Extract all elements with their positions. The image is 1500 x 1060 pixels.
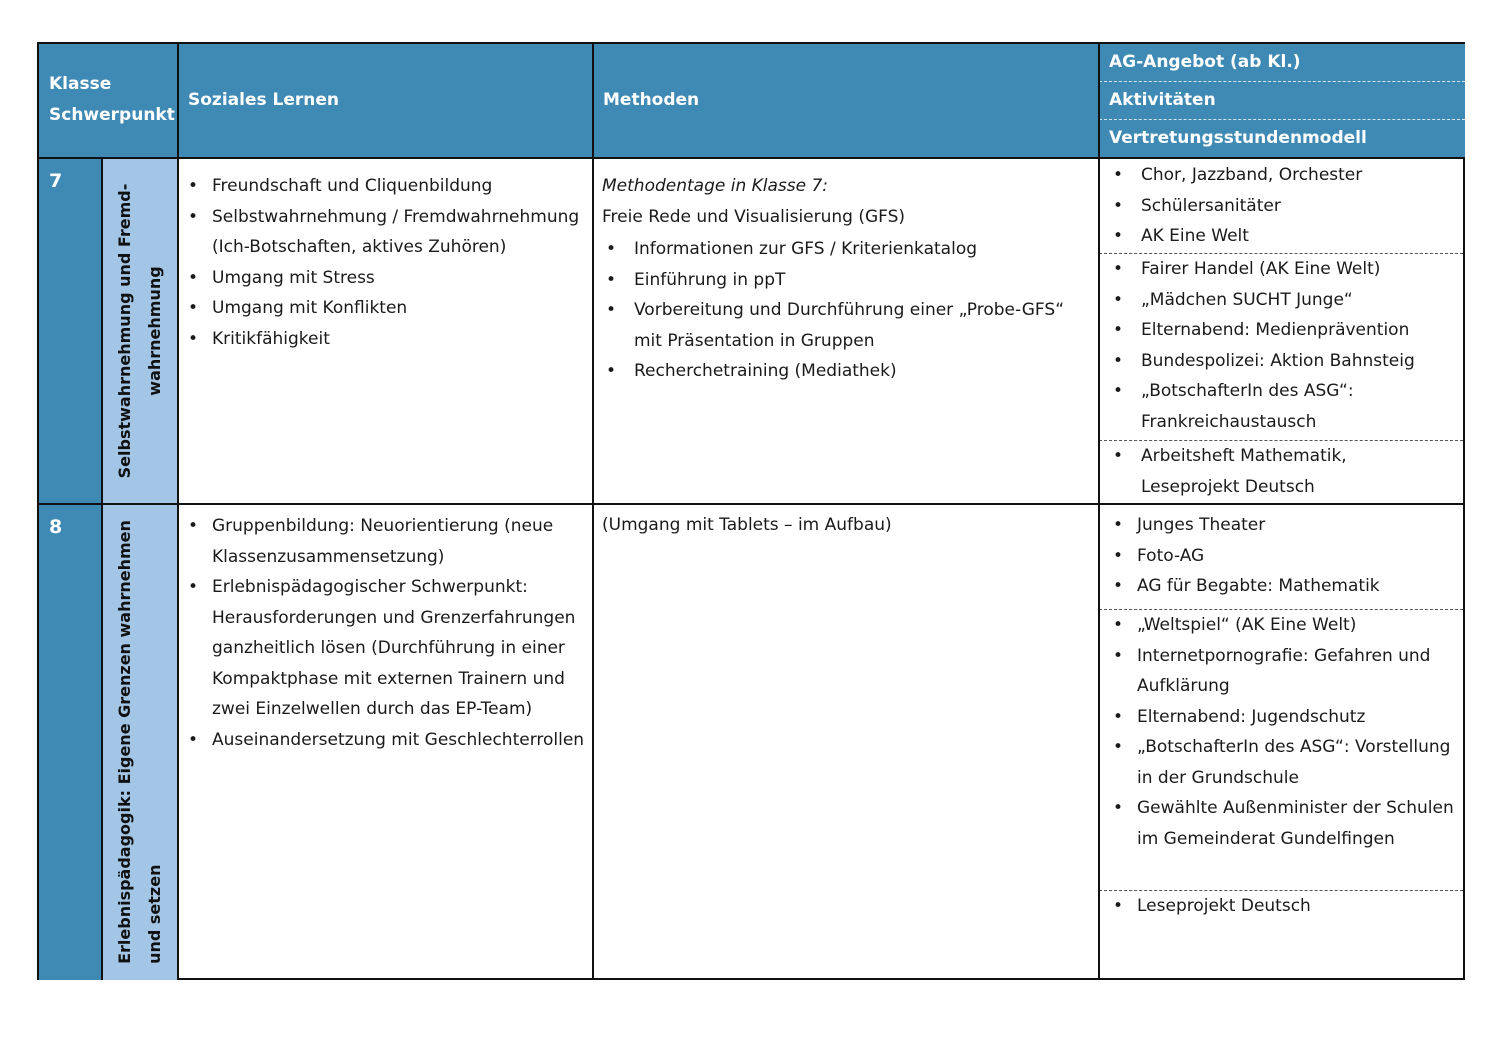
methoden-subtitle: Freie Rede und Visualisierung (GFS): [602, 206, 906, 227]
list-item: • Leseprojekt Deutsch: [1111, 891, 1456, 922]
curriculum-table: [37, 42, 1465, 980]
header-methoden-cell: [593, 44, 1099, 158]
list-item: • Elternabend: Jugendschutz: [1111, 702, 1456, 733]
list-item: • „BotschafterIn des ASG“: Vorstellung in der Grundschule: [1111, 732, 1456, 793]
aktivitaeten-list: [1109, 254, 1454, 437]
methoden-intro: Methodentage in Klasse 7:: [602, 176, 829, 196]
focus-line-1: Erlebnispädagogik: Eigene Grenzen wahrnehmen: [115, 520, 134, 964]
row-7-ag-column: [1099, 158, 1465, 504]
header-soziales-lernen: Soziales Lernen: [188, 90, 339, 110]
header-schwerpunkt: Schwerpunkt: [49, 105, 175, 125]
list-item: • Umgang mit Stress: [186, 263, 586, 294]
header-methoden: Methoden: [603, 90, 700, 110]
list-item: • Selbstwahrnehmung / Fremdwahrnehmung (Ich-Botschaften, aktives Zuhören): [186, 202, 586, 263]
class-number: 8: [49, 516, 63, 538]
methoden-list: [602, 234, 1090, 387]
ag-list: [1109, 160, 1454, 252]
row-8-focus: [102, 504, 178, 980]
focus-line-2: und setzen: [145, 864, 164, 964]
row-divider: [39, 503, 1465, 505]
row-8-soziales-lernen: [186, 511, 586, 755]
header-bottom-border: [39, 157, 1465, 159]
header-klasse: Klasse: [49, 74, 112, 94]
header-ag-cell: [1099, 44, 1465, 158]
list-item: • Gruppenbildung: Neuorientierung (neue Klassenzusammensetzung): [186, 511, 586, 572]
list-item: • Kritikfähigkeit: [186, 324, 586, 355]
header-aktivitaeten: Aktivitäten: [1109, 90, 1216, 110]
list-item: • Junges Theater: [1111, 510, 1456, 541]
focus-line-2: wahrnehmung: [145, 266, 164, 396]
soziales-lernen-list: [186, 511, 586, 755]
list-item: • AG für Begabte: Mathematik: [1111, 571, 1456, 602]
list-item: • AK Eine Welt: [1109, 221, 1454, 252]
row-7-focus-text: [110, 184, 170, 479]
header-divider: [1099, 81, 1465, 82]
list-item: • Umgang mit Konflikten: [186, 293, 586, 324]
list-item: • Gewählte Außenminister der Schulen im Gemeinderat Gundelfingen: [1111, 793, 1456, 854]
aktivitaeten-list: [1111, 610, 1456, 854]
column-border: [101, 158, 103, 980]
soziales-lernen-list: [186, 171, 586, 354]
header-klasse-cell: [39, 44, 178, 158]
list-item: • Foto-AG: [1111, 541, 1456, 572]
focus-line-1: Selbstwahrnehmung und Fremd-: [115, 183, 134, 479]
row-7-class-number: [39, 158, 102, 504]
list-item: • Bundespolizei: Aktion Bahnsteig: [1109, 346, 1454, 377]
list-item: • Erlebnispädagogischer Schwerpunkt: Herausforderungen und Grenzerfahrungen ganzheitlich lösen (Durchführung in einer Kompaktphase mit externen Trainern und zwei Einzelwellen durch das EP-Team): [186, 572, 586, 725]
column-border: [177, 44, 179, 980]
list-item: • Fairer Handel (AK Eine Welt): [1109, 254, 1454, 285]
row-7-focus: [102, 158, 178, 504]
row-8-methoden: [602, 510, 1090, 541]
list-item: • Auseinandersetzung mit Geschlechterrollen: [186, 725, 586, 756]
header-ag-angebot: AG-Angebot (ab Kl.): [1109, 52, 1301, 72]
list-item: • Schülersanitäter: [1109, 191, 1454, 222]
row-7-soziales-lernen: [186, 171, 586, 354]
list-item: • Internetpornografie: Gefahren und Aufklärung: [1111, 641, 1456, 702]
list-item: • Informationen zur GFS / Kriterienkatalog: [602, 234, 1090, 265]
list-item: • Arbeitsheft Mathematik, Leseprojekt Deutsch: [1109, 441, 1369, 502]
column-border: [1098, 44, 1100, 980]
header-soziales-cell: [178, 44, 593, 158]
list-item: • Recherchetraining (Mediathek): [602, 356, 1090, 387]
list-item: • Vorbereitung und Durchführung einer „Probe-GFS“ mit Präsentation in Gruppen: [602, 295, 1090, 356]
header-vertretung: Vertretungsstundenmodell: [1109, 128, 1367, 148]
list-item: • Einführung in ppT: [602, 265, 1090, 296]
header-divider: [1099, 119, 1465, 120]
list-item: • Freundschaft und Cliquenbildung: [186, 171, 586, 202]
methoden-text: (Umgang mit Tablets – im Aufbau): [602, 515, 892, 535]
list-item: • „BotschafterIn des ASG“: Frankreichaustausch: [1109, 376, 1454, 437]
row-8-ag-column: [1099, 504, 1465, 980]
list-item: • Elternabend: Medienprävention: [1109, 315, 1454, 346]
ag-list: [1111, 510, 1456, 602]
row-8-class-number: [39, 504, 102, 980]
row-8-focus-text: [110, 520, 170, 964]
column-border: [592, 44, 594, 980]
vertretung-list: [1111, 891, 1456, 922]
list-item: • „Mädchen SUCHT Junge“: [1109, 285, 1454, 316]
row-7-methoden: [602, 171, 1090, 387]
list-item: • „Weltspiel“ (AK Eine Welt): [1111, 610, 1456, 641]
class-number: 7: [49, 170, 63, 192]
list-item: • Chor, Jazzband, Orchester: [1109, 160, 1454, 191]
vertretung-list: [1109, 441, 1369, 502]
